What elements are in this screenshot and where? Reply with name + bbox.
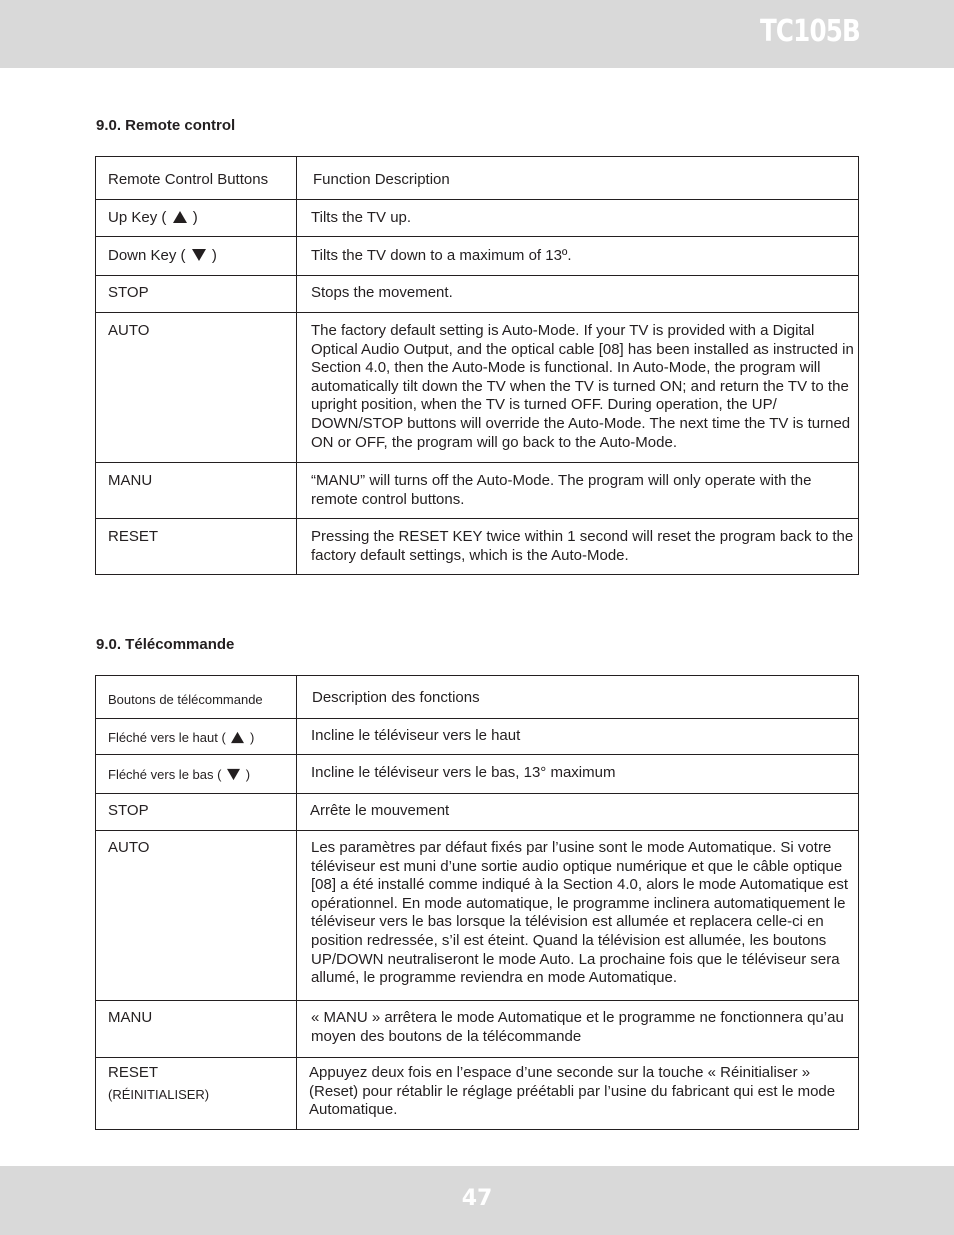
button-cell: MANU xyxy=(96,463,297,519)
button-cell: MANU xyxy=(96,1001,297,1058)
column-header-buttons: Remote Control Buttons xyxy=(96,157,297,200)
up-triangle-icon xyxy=(172,210,188,224)
description-cell: Tilts the TV up. xyxy=(297,200,859,237)
description-cell: Les paramètres par défaut fixés par l’usine sont le mode Automatique. Si votre téléviseur est muni d’une sortie audio optique numérique et que le câble optique [08] a été installé comme indiqué à la Section 4.0, alors le mode Automatique est opérationnel. En mode automatique, le programme inclinera automatiquement le téléviseur vers le bas lorsque la télévision est allumée et replacera celle-ci en position redressée, s’il est éteint. Quand la télévision est allumée, les boutons UP/DOWN neutraliseront le mode Auto. La prochaine fois que le téléviseur sera allumé, le programme reviendra en mode Automatique. xyxy=(297,831,859,1001)
column-header-buttons: Boutons de télécommande xyxy=(96,676,297,719)
table-row xyxy=(96,463,859,519)
button-label-suffix: ) xyxy=(211,247,217,264)
button-cell: STOP xyxy=(96,794,297,831)
column-header-description: Description des fonctions xyxy=(297,676,859,719)
button-label-suffix: ) xyxy=(250,730,255,745)
down-triangle-icon xyxy=(226,768,241,781)
table-row xyxy=(96,1058,859,1130)
description-cell: Incline le téléviseur vers le haut xyxy=(297,719,859,755)
button-cell: AUTO xyxy=(96,831,297,1001)
table-row xyxy=(96,200,859,237)
column-header-description: Function Description xyxy=(297,157,859,200)
button-cell: STOP xyxy=(96,276,297,313)
table-row xyxy=(96,237,859,276)
table-row xyxy=(96,276,859,313)
button-cell: RESET xyxy=(96,519,297,575)
button-label-suffix: ) xyxy=(192,209,198,226)
remote-control-table-french xyxy=(95,675,859,1130)
description-cell: The factory default setting is Auto-Mode. If your TV is provided with a Digital Optical Audio Output, and the optical cable [08] has been installed as instructed in Section 4.0, then the Auto-Mode is functional. In Auto-Mode, the program will automatically tilt down the TV when the TV is turned ON; and return the TV to the upright position, when the TV is turned OFF. During operation, the UP/ DOWN/STOP buttons will override the Auto-Mode. The next time the TV is turned ON or OFF, the program will go back to the Auto-Mode. xyxy=(297,313,859,463)
button-label: Fléché vers le bas ( xyxy=(108,767,222,782)
table-header-row xyxy=(96,676,859,719)
table-row xyxy=(96,1001,859,1058)
button-label: RESET xyxy=(108,1064,159,1081)
button-cell xyxy=(96,237,297,276)
table-row xyxy=(96,313,859,463)
button-label: Fléché vers le haut ( xyxy=(108,730,226,745)
button-cell xyxy=(96,755,297,794)
model-name: TC105B xyxy=(759,14,860,49)
description-cell: Arrête le mouvement xyxy=(297,794,859,831)
table-row xyxy=(96,719,859,755)
up-triangle-icon xyxy=(230,731,245,744)
table-header-row xyxy=(96,157,859,200)
button-cell xyxy=(96,719,297,755)
button-label: Up Key ( xyxy=(108,209,167,226)
table-row xyxy=(96,831,859,1001)
button-sublabel: (RÉINITIALISER) xyxy=(108,1086,210,1102)
table-row xyxy=(96,519,859,575)
description-cell: Tilts the TV down to a maximum of 13º. xyxy=(297,237,859,276)
description-cell: Stops the movement. xyxy=(297,276,859,313)
description-cell: Appuyez deux fois en l’espace d’une seconde sur la touche « Réinitialiser » (Reset) pour rétablir le réglage préétabli par l’usine du fabricant qui est le mode Automatique. xyxy=(297,1058,859,1130)
button-label: Down Key ( xyxy=(108,247,186,264)
button-cell xyxy=(96,200,297,237)
description-cell: Incline le téléviseur vers le bas, 13° maximum xyxy=(297,755,859,794)
page-footer xyxy=(0,1166,954,1235)
table-row xyxy=(96,755,859,794)
description-cell: « MANU » arrêtera le mode Automatique et le programme ne fonctionnera qu’au moyen des boutons de la télécommande xyxy=(297,1001,859,1058)
remote-control-table-english xyxy=(95,156,859,575)
section-title-french: 9.0. Télécommande xyxy=(96,636,235,653)
page-header xyxy=(0,0,954,68)
section-title-english: 9.0. Remote control xyxy=(96,117,236,134)
button-cell: AUTO xyxy=(96,313,297,463)
page-number: 47 xyxy=(461,1186,493,1211)
description-cell: Pressing the RESET KEY twice within 1 second will reset the program back to the factory default settings, which is the Auto-Mode. xyxy=(297,519,859,575)
table-row xyxy=(96,794,859,831)
button-label-suffix: ) xyxy=(245,767,251,782)
button-cell xyxy=(96,1058,297,1130)
down-triangle-icon xyxy=(191,248,207,262)
description-cell: “MANU” will turns off the Auto-Mode. The program will only operate with the remote control buttons. xyxy=(297,463,859,519)
